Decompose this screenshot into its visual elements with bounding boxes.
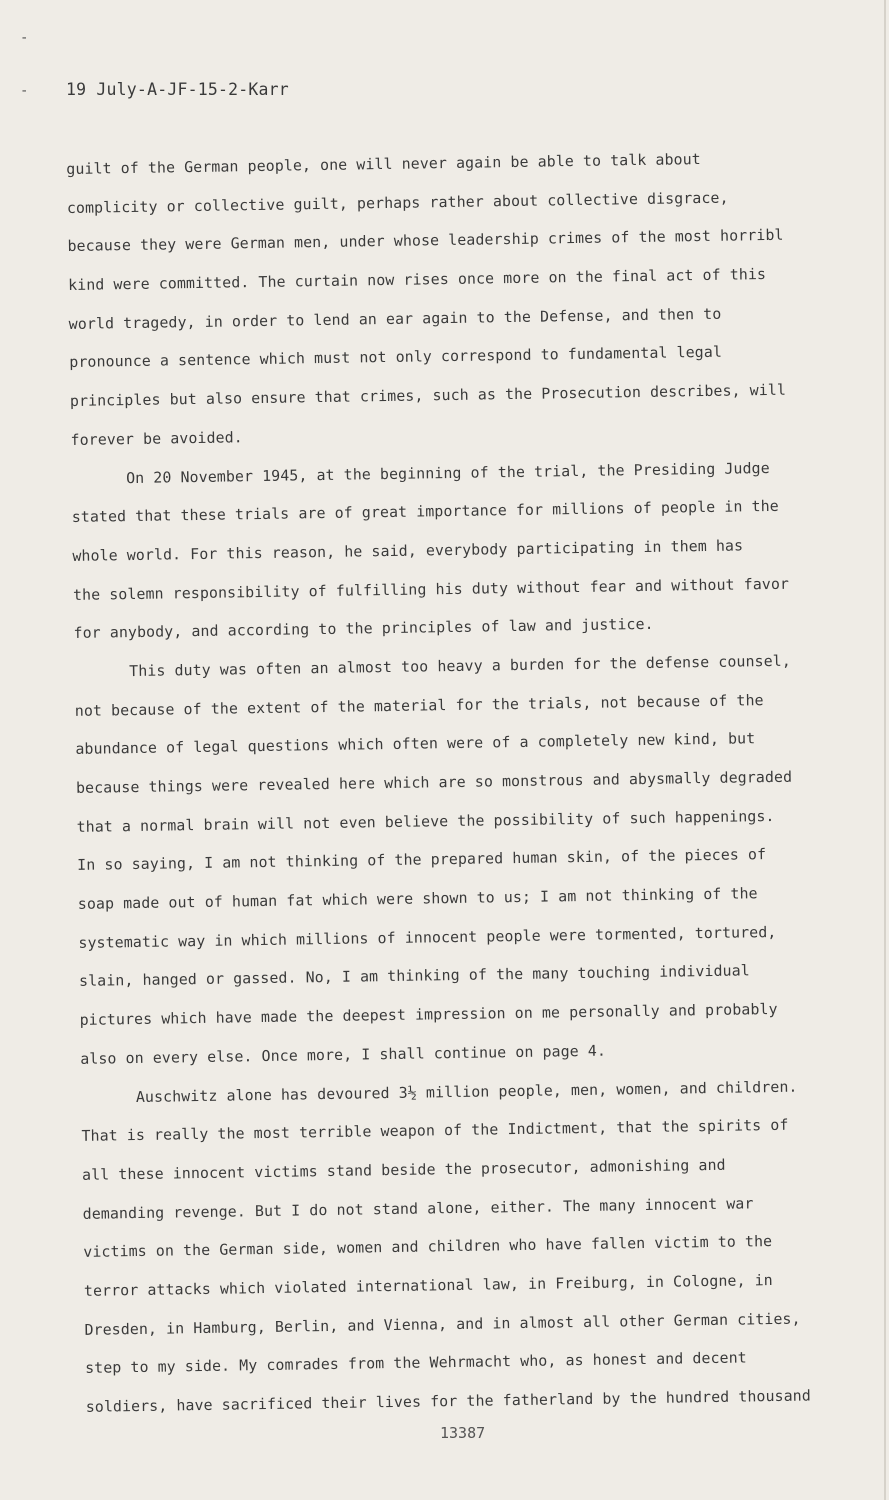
text-line: That is really the most terrible weapon of the Indictment, that the spirits of — [81, 1115, 789, 1146]
text-line: Dresden, in Hamburg, Berlin, and Vienna, and in almost all other German cities, — [84, 1309, 801, 1339]
text-line: also on every else. Once more, I shall continue on page 4. — [80, 1041, 607, 1068]
text-line: soap made out of human fat which were shown to us; I am not thinking of the — [77, 884, 758, 913]
text-line: for anybody, and according to the principles of law and justice. — [73, 615, 654, 643]
margin-mark: - — [20, 30, 29, 46]
text-line: terror attacks which violated international law, in Freiburg, in Cologne, in — [83, 1270, 773, 1300]
text-line: systematic way in which millions of innocent people were tormented, tortured, — [78, 922, 777, 952]
page-number: 13387 — [440, 1424, 486, 1442]
text-line: that a normal brain will not even believe the possibility of such happenings. — [76, 806, 775, 836]
text-line: This duty was often an almost too heavy a burden for the defense counsel, — [129, 651, 792, 681]
text-line: Auschwitz alone has devoured 3½ million people, men, women, and children. — [135, 1077, 798, 1106]
document-reference: 19 July-A-JF-15-2-Karr — [66, 80, 289, 99]
text-line: because they were German men, under whose leadership crimes of the most horribl — [67, 226, 784, 256]
text-line: pictures which have made the deepest impression on me personally and probably — [79, 1000, 778, 1030]
text-line: world tragedy, in order to lend an ear again to the Defense, and then to — [68, 304, 722, 333]
text-line: the solemn responsibility of fulfilling his duty without fear and without favor — [72, 574, 790, 604]
text-line: stated that these trials are of great importance for millions of people in the — [71, 497, 779, 527]
text-line: whole world. For this reason, he said, everybody participating in them has — [72, 536, 744, 565]
text-line: demanding revenge. But I do not stand alone, either. The many innocent war — [82, 1193, 754, 1223]
text-line: not because of the extent of the material for the trials, not because of the — [74, 690, 764, 720]
text-line: all these innocent victims stand beside the prosecutor, admonishing and — [81, 1155, 726, 1184]
text-line: slain, hanged or gassed. No, I am thinking of the many touching individual — [78, 961, 750, 991]
text-line: because things were revealed here which are so monstrous and abysmally degraded — [75, 767, 793, 797]
text-line: On 20 November 1945, at the beginning of the trial, the Presiding Judge — [126, 458, 770, 487]
text-line: In so saying, I am not thinking of the prepared human skin, of the pieces of — [77, 845, 767, 875]
text-line: step to my side. My comrades from the Wehrmacht who, as honest and decent — [84, 1348, 747, 1378]
text-line: guilt of the German people, one will never again be able to talk about — [66, 150, 701, 178]
text-line: pronounce a sentence which must not only correspond to fundamental legal — [69, 343, 723, 372]
text-line: complicity or collective guilt, perhaps rather about collective disgrace, — [66, 188, 729, 217]
text-line: abundance of legal questions which often were of a completely new kind, but — [75, 729, 756, 759]
text-line: soldiers, have sacrificed their lives for the fatherland by the hundred thousand — [85, 1386, 811, 1416]
text-line: victims on the German side, women and children who have fallen victim to the — [83, 1232, 773, 1262]
margin-mark: - — [20, 83, 29, 99]
page-edge-shadow — [884, 0, 886, 1500]
text-line: forever be avoided. — [70, 428, 243, 449]
text-line: kind were committed. The curtain now rises once more on the final act of this — [67, 265, 767, 295]
document-body — [66, 138, 876, 1427]
text-line: principles but also ensure that crimes, such as the Prosecution describes, will — [69, 380, 787, 411]
